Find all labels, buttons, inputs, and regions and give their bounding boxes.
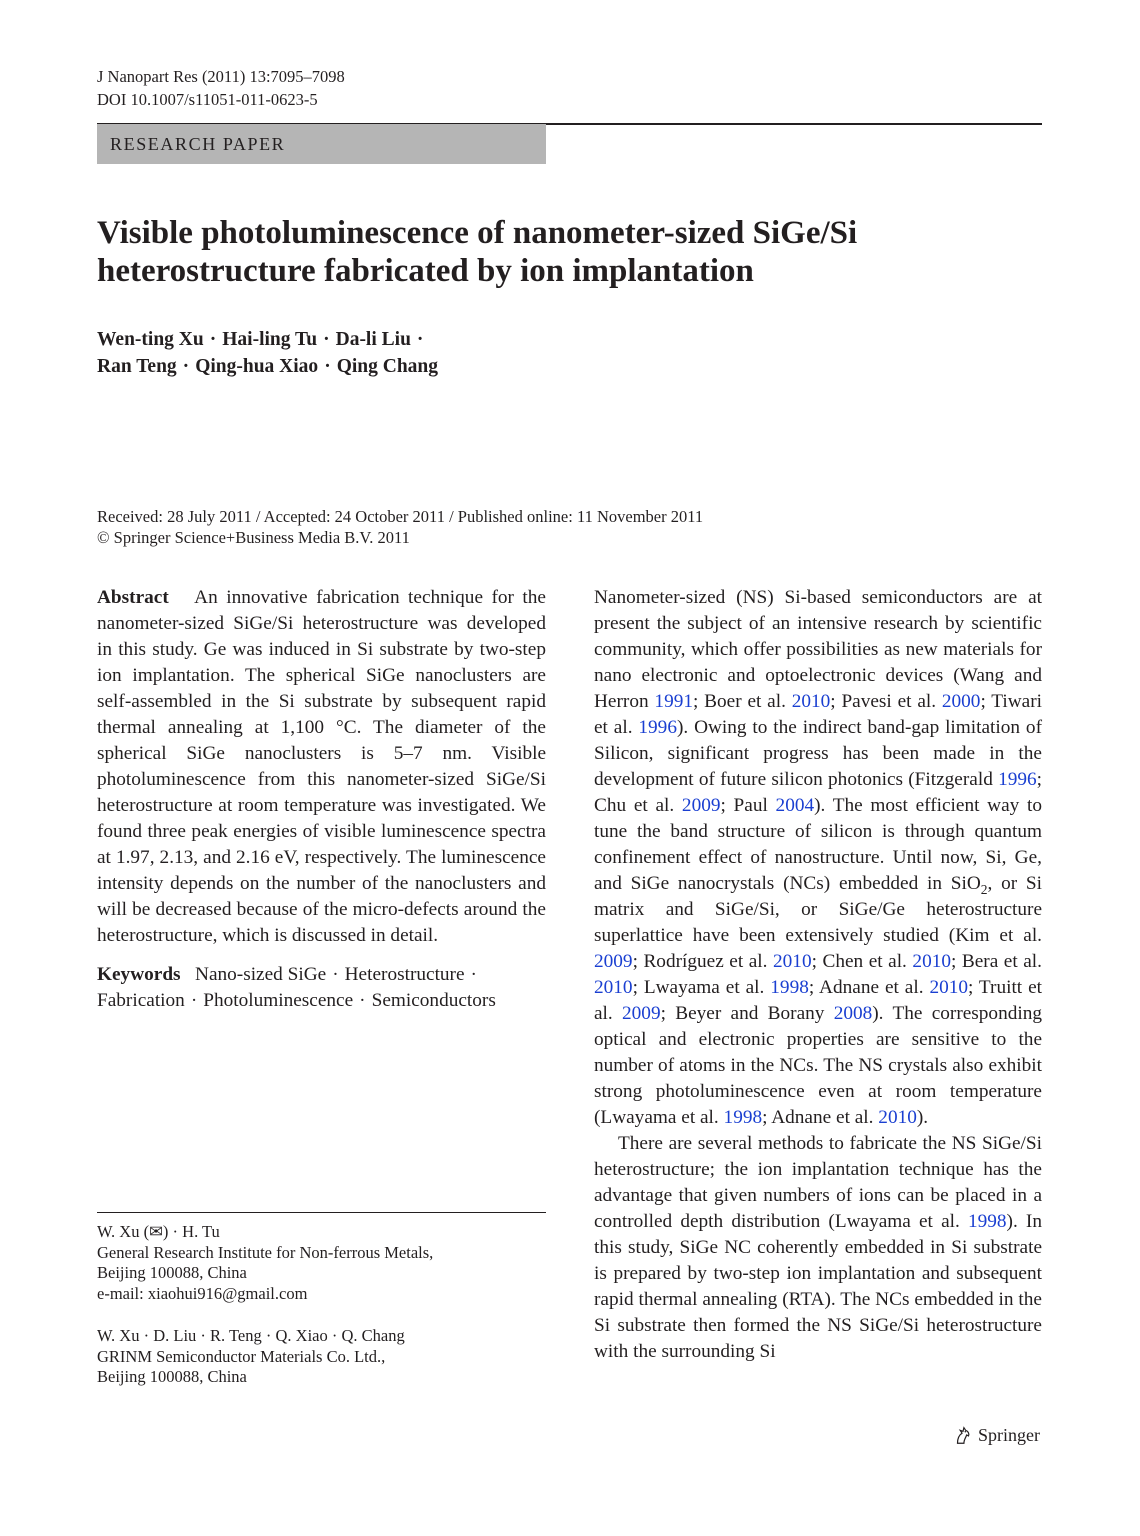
author: Ran Teng	[97, 356, 177, 377]
journal-citation: J Nanopart Res (2011) 13:7095–7098	[97, 67, 345, 86]
citation-link[interactable]: 1998	[770, 977, 809, 998]
body-text: ; Tiwari et al.	[594, 691, 1042, 738]
body-text: ).	[916, 1107, 929, 1128]
author-list: Wen-ting Xu · Hai-ling Tu · Da-li Liu · Ran Teng · Qing-hua Xiao · Qing Chang	[97, 329, 439, 377]
doi: DOI 10.1007/s11051-011-0623-5	[97, 90, 318, 109]
body-text: ; Boer et al.	[692, 691, 792, 712]
citation-link[interactable]: 2010	[773, 951, 812, 972]
citation-link[interactable]: 2010	[594, 977, 633, 998]
affiliation-1	[97, 1222, 433, 1304]
body-text: ; Lwayama et al.	[632, 977, 771, 998]
citation-link[interactable]: 1998	[723, 1107, 763, 1128]
author: Qing-hua Xiao	[195, 356, 319, 377]
dates-line: Received: 28 July 2011 / Accepted: 24 October 2011 / Published online: 11 November 2011	[97, 507, 704, 526]
abstract-heading: Abstract	[97, 587, 169, 608]
body-text: ; Chen et al.	[811, 951, 913, 972]
citation-link[interactable]: 2009	[681, 795, 721, 816]
springer-horse-icon	[952, 1424, 974, 1446]
citation-link[interactable]: 2004	[775, 795, 815, 816]
keyword: Nano-sized SiGe	[195, 964, 327, 985]
title-line-1: Visible photoluminescence of nanometer-sized SiGe/Si	[97, 215, 858, 251]
affiliation-address: Beijing 100088, China	[97, 1263, 247, 1282]
publication-dates	[97, 506, 703, 548]
body-text: ; Bera et al.	[950, 951, 1042, 972]
publisher-name: Springer	[978, 1425, 1040, 1445]
paper-title	[97, 214, 997, 290]
body-text: ). Owing to the indirect band-gap limitation of Silicon, significant progress has been made in the development of future silicon photonics (Fitzgerald	[594, 717, 1042, 790]
keyword: Heterostructure	[344, 964, 465, 985]
body-paragraph-1	[594, 585, 1042, 1131]
citation-link[interactable]: 2009	[622, 1003, 661, 1024]
body-text: ; Rodríguez et al.	[632, 951, 774, 972]
keywords: Keywords Nano-sized SiGe · Heterostructure · Fabrication · Photoluminescence · Semiconductors	[97, 964, 496, 1011]
body-text: ; Adnane et al.	[762, 1107, 879, 1128]
citation-link[interactable]: 2010	[791, 691, 831, 712]
keywords-heading: Keywords	[97, 964, 181, 985]
body-text: ; Pavesi et al.	[830, 691, 942, 712]
body-text: ). The most efficient way to tune the band structure of silicon is through quantum confinement effect of nanostructure. Until now, Si, Ge, and SiGe nanocrystals (NCs) embedded in SiO	[594, 795, 1043, 894]
citation-link[interactable]: 2009	[594, 951, 633, 972]
citation-link[interactable]: 1996	[998, 769, 1037, 790]
abstract	[97, 585, 546, 949]
section-label: RESEARCH PAPER	[110, 134, 286, 154]
citation-link[interactable]: 1996	[638, 717, 677, 738]
citation-link[interactable]: 2010	[929, 977, 968, 998]
copyright-line: © Springer Science+Business Media B.V. 2011	[97, 528, 410, 547]
citation-link[interactable]: 1991	[654, 691, 693, 712]
body-text: ). The corresponding optical and electronic properties are sensitive to the number of atoms in the NCs. The NS crystals also exhibit strong photoluminescence even at room temperature (Lwayama et al.	[594, 1003, 1042, 1128]
body-text: ; Paul	[720, 795, 776, 816]
affiliation-authors: W. Xu · D. Liu · R. Teng · Q. Xiao · Q. Chang	[97, 1326, 405, 1345]
body-text: There are several methods to fabricate the NS SiGe/Si heterostructure; the ion implantation technique has the advantage that given numbers of ions can be placed in a controlled depth distribution (Lwayama et al.	[594, 1133, 1042, 1232]
citation-link[interactable]: 2008	[833, 1003, 873, 1024]
citation-link[interactable]: 2010	[878, 1107, 917, 1128]
author: Wen-ting Xu	[97, 329, 204, 350]
affiliation-institution: GRINM Semiconductor Materials Co. Ltd.,	[97, 1346, 386, 1366]
publisher-logo	[952, 1422, 1040, 1448]
body-text: , or Si matrix and SiGe/Si, or SiGe/Ge heterostructure superlattice have been extensively studied (Kim et al.	[594, 873, 1042, 946]
title-line-2: heterostructure fabricated by ion implantation	[97, 253, 754, 289]
body-text: ; Truitt et al.	[594, 977, 1042, 1024]
author: Qing Chang	[336, 356, 439, 377]
keyword: Fabrication	[97, 990, 185, 1011]
affiliation-authors: W. Xu (✉) · H. Tu	[97, 1222, 220, 1241]
keyword: Semiconductors	[371, 990, 496, 1011]
body-text: ; Chu et al.	[594, 769, 1042, 816]
abstract-text: An innovative fabrication technique for the nanometer-sized SiGe/Si heterostructure was developed in this study. Ge was induced in Si substrate by two-step ion implantation. The spherical SiGe nanoclusters are self-assembled in the Si substrate by subsequent rapid thermal annealing at 1,100 °C. The diameter of the spherical SiGe nanoclusters is 5–7 nm. Visible photoluminescence from this nanometer-sized SiGe/Si heterostructure at room temperature was investigated. We found three peak energies of visible luminescence spectra at 1.97, 2.13, and 2.16 eV, respectively. The luminescence intensity depends on the number of the nanoclusters and will be decreased because of the micro-defects around the heterostructure, which is discussed in detail.	[97, 587, 546, 946]
left-column	[97, 585, 546, 1014]
citation-link[interactable]: 2010	[912, 951, 951, 972]
author: Da-li Liu	[335, 329, 411, 350]
body-text: Nanometer-sized (NS) Si-based semiconductors are at present the subject of an intensive research by scientific community, which offer possibilities as new materials for nano electronic and optoelectronic devices (Wang and Herron	[594, 587, 1042, 712]
keyword: Photoluminescence	[203, 990, 354, 1011]
subscript: 2	[980, 881, 988, 897]
affiliation-email: e-mail: xiaohui916@gmail.com	[97, 1283, 308, 1303]
body-text: ; Beyer and Borany	[660, 1003, 834, 1024]
body-paragraph-2	[594, 1131, 1042, 1365]
body-text: ). In this study, SiGe NC coherently embedded in Si substrate is prepared by two-step ion implantation and subsequent rapid thermal annealing (RTA). The NCs embedded in the Si substrate then formed the NS SiGe/Si heterostructure with the surrounding Si	[594, 1211, 1042, 1362]
footnote-rule	[97, 1212, 546, 1213]
right-column	[594, 585, 1042, 1365]
affiliation-institution: General Research Institute for Non-ferrous Metals,	[97, 1242, 434, 1262]
body-text: ; Adnane et al.	[808, 977, 930, 998]
citation-link[interactable]: 2000	[941, 691, 981, 712]
author: Hai-ling Tu	[222, 329, 318, 350]
affiliation-address: Beijing 100088, China	[97, 1367, 247, 1386]
citation-link[interactable]: 1998	[967, 1211, 1007, 1232]
affiliation-2	[97, 1326, 405, 1388]
